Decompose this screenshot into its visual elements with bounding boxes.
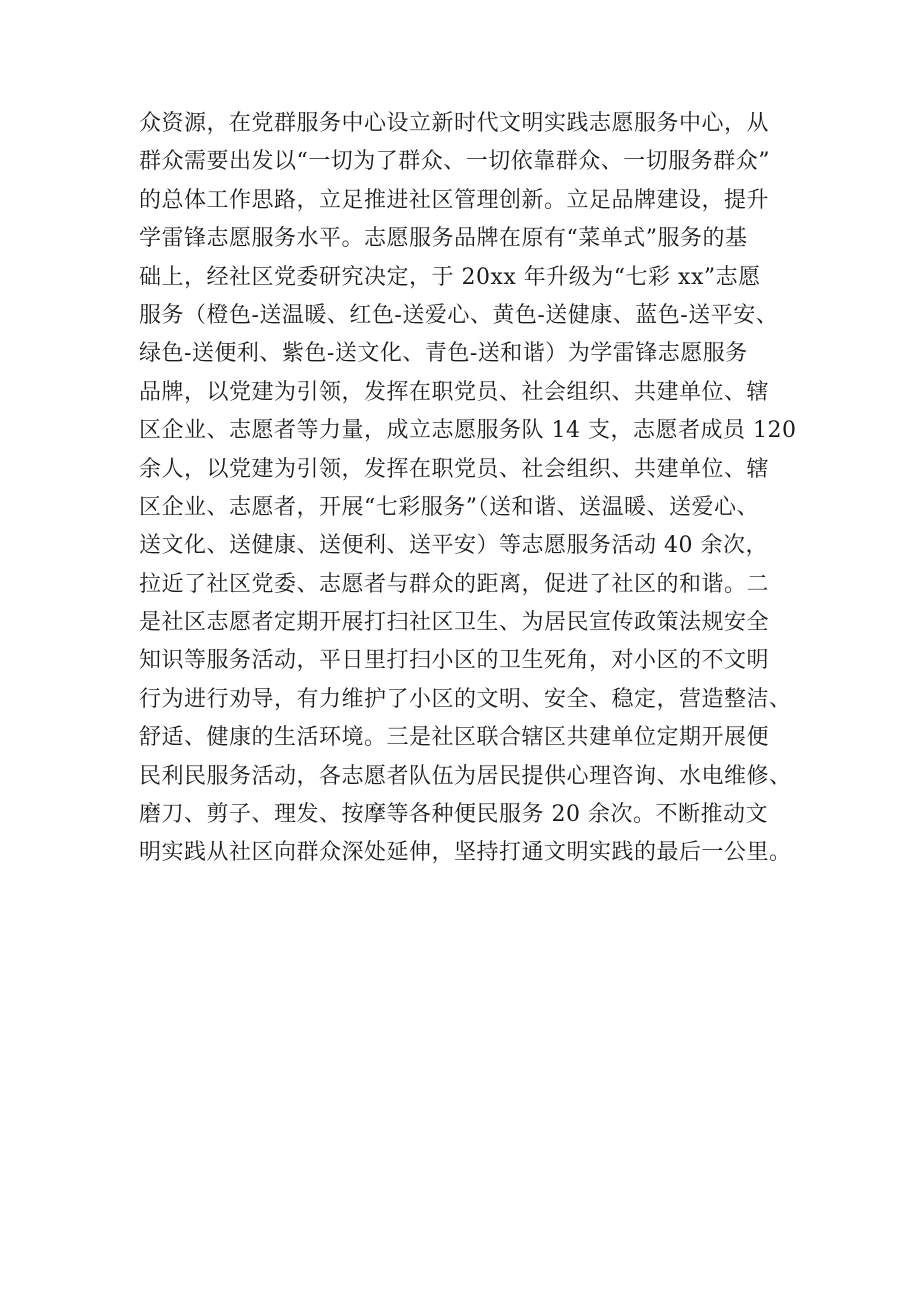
text-line: 绿色-送便利、紫色-送文化、青色-送和谐）为学雷锋志愿服务 (139, 341, 748, 367)
text-line: 民利民服务活动，各志愿者队伍为居民提供心理咨询、水电维修、 (139, 763, 792, 789)
text-line: 知识等服务活动，平日里打扫小区的卫生死角，对小区的不文明 (139, 648, 770, 674)
text-line: 拉近了社区党委、志愿者与群众的距离，促进了社区的和谐。二 (139, 571, 770, 597)
text-line: 余人，以党建为引领，发挥在职党员、社会组织、共建单位、辖 (139, 456, 770, 482)
body-paragraph (139, 105, 819, 873)
text-line: 是社区志愿者定期开展打扫社区卫生、为居民宣传政策法规安全 (139, 610, 770, 636)
text-line: 学雷锋志愿服务水平。志愿服务品牌在原有“菜单式”服务的基 (139, 226, 748, 252)
text-line: 磨刀、剪子、理发、按摩等各种便民服务 20 余次。不断推动文 (139, 802, 768, 828)
text-line: 舒适、健康的生活环境。三是社区联合辖区共建单位定期开展便 (139, 725, 770, 751)
text-line: 的总体工作思路，立足推进社区管理创新。立足品牌建设，提升 (139, 187, 770, 213)
text-line: 区企业、志愿者等力量，成立志愿服务队 14 支，志愿者成员 120 (139, 418, 797, 444)
text-line: 础上，经社区党委研究决定，于 20xx 年升级为“七彩 xx”志愿 (139, 264, 761, 290)
text-line: 行为进行劝导，有力维护了小区的文明、安全、稳定，营造整洁、 (139, 686, 792, 712)
text-line: 送文化、送健康、送便利、送平安）等志愿服务活动 40 余次， (139, 533, 768, 559)
text-line: 区企业、志愿者，开展“七彩服务”（送和谐、送温暖、送爱心、 (139, 494, 759, 520)
text-line: 众资源，在党群服务中心设立新时代文明实践志愿服务中心，从 (139, 111, 770, 136)
text-line: 明实践从社区向群众深处延伸，坚持打通文明实践的最后一公里。 (139, 840, 792, 866)
text-line: 品牌，以党建为引领，发挥在职党员、社会组织、共建单位、辖 (139, 379, 770, 405)
text-line: 群众需要出发以“一切为了群众、一切依靠群众、一切服务群众” (139, 149, 770, 175)
text-line: 服务（橙色-送温暖、红色-送爱心、黄色-送健康、蓝色-送平安、 (139, 302, 779, 328)
